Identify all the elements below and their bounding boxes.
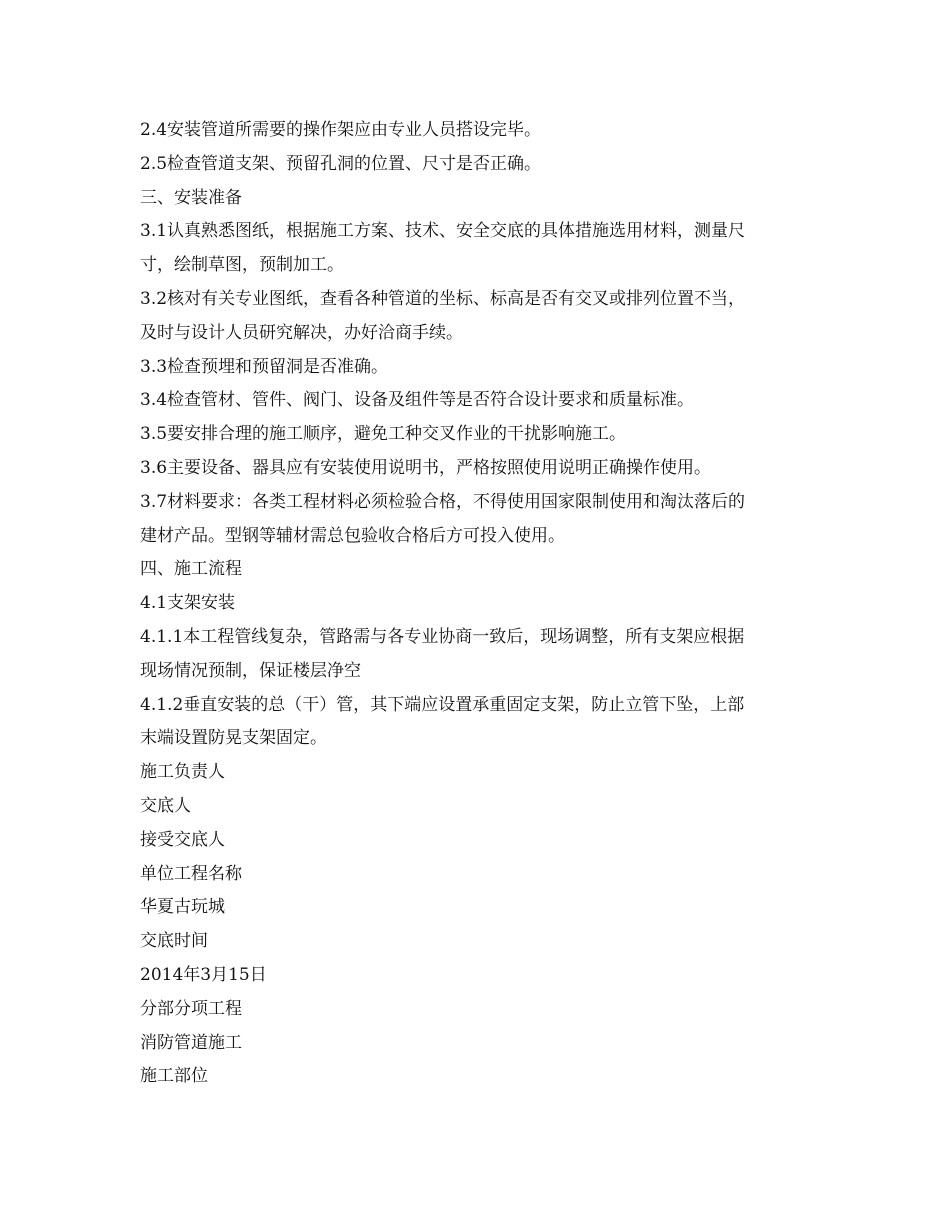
subsection-heading-4-1: 4.1支架安装 bbox=[140, 593, 236, 614]
text-line-4-1-2-cont: 末端设置防晃支架固定。 bbox=[140, 728, 327, 749]
label-construction-location: 施工部位 bbox=[140, 1066, 208, 1087]
label-briefing-time: 交底时间 bbox=[140, 931, 208, 952]
text-line-3-1-cont: 寸，绘制草图，预制加工。 bbox=[140, 255, 344, 276]
text-line-4-1-1-cont: 现场情况预制，保证楼层净空 bbox=[140, 660, 361, 681]
text-line-3-3: 3.3检查预埋和预留洞是否准确。 bbox=[140, 356, 389, 377]
text-line-4-1-2: 4.1.2垂直安装的总（干）管，其下端应设置承重固定支架，防止立管下坠，上部 bbox=[140, 694, 745, 715]
text-line-3-4: 3.4检查管材、管件、阀门、设备及组件等是否符合设计要求和质量标准。 bbox=[140, 390, 695, 411]
text-line-2-4: 2.4安装管道所需要的操作架应由专业人员搭设完毕。 bbox=[140, 120, 542, 140]
text-line-3-5: 3.5要安排合理的施工顺序，避免工种交叉作业的干扰影响施工。 bbox=[140, 424, 627, 445]
document-body bbox=[140, 114, 820, 1094]
value-briefing-date: 2014年3月15日 bbox=[140, 964, 267, 985]
section-heading-4: 四、施工流程 bbox=[140, 559, 242, 580]
text-line-3-7: 3.7材料要求：各类工程材料必须检验合格，不得使用国家限制使用和淘汰落后的 bbox=[140, 491, 746, 512]
text-line-2-5: 2.5检查管道支架、预留孔洞的位置、尺寸是否正确。 bbox=[140, 153, 542, 174]
text-line-4-1-1: 4.1.1本工程管线复杂，管路需与各专业协商一致后，现场调整，所有支架应根据 bbox=[140, 626, 745, 647]
label-sub-project: 分部分项工程 bbox=[140, 998, 242, 1019]
label-construction-lead: 施工负责人 bbox=[140, 762, 225, 783]
text-line-3-6: 3.6主要设备、器具应有安装使用说明书，严格按照使用说明正确操作使用。 bbox=[140, 457, 712, 478]
label-briefer: 交底人 bbox=[140, 795, 191, 816]
label-project-name: 单位工程名称 bbox=[140, 863, 242, 884]
value-sub-project: 消防管道施工 bbox=[140, 1032, 242, 1053]
text-line-3-7-cont: 建材产品。型钢等辅材需总包验收合格后方可投入使用。 bbox=[140, 525, 565, 546]
label-briefing-recipient: 接受交底人 bbox=[140, 829, 225, 850]
text-line-3-1: 3.1认真熟悉图纸，根据施工方案、技术、安全交底的具体措施选用材料，测量尺 bbox=[140, 221, 746, 242]
text-line-3-2: 3.2核对有关专业图纸，查看各种管道的坐标、标高是否有交叉或排列位置不当， bbox=[140, 288, 746, 309]
text-line-3-2-cont: 及时与设计人员研究解决，办好洽商手续。 bbox=[140, 322, 463, 343]
value-project-name: 华夏古玩城 bbox=[140, 897, 225, 918]
section-heading-3: 三、安装准备 bbox=[140, 187, 242, 208]
